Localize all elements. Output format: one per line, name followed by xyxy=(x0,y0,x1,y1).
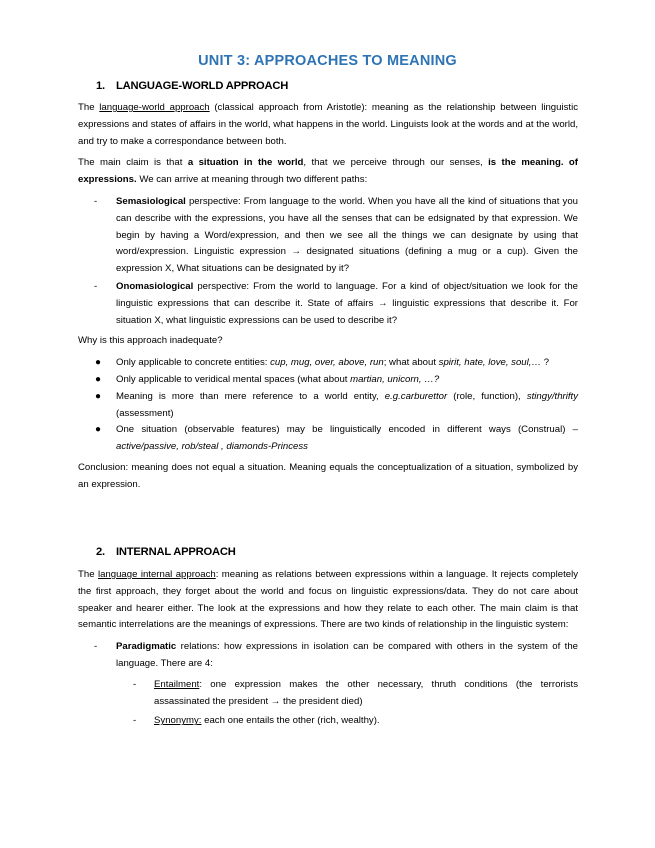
term-synonymy: Synonymy: xyxy=(154,715,202,727)
text-run: One situation (observable features) may be linguistically encoded in different ways (Construal) – xyxy=(116,424,578,436)
section-2-title: INTERNAL APPROACH xyxy=(116,546,236,558)
text-run: We can arrive at meaning through two different paths: xyxy=(136,174,368,186)
bold-run: is the meaning. of expressions. xyxy=(78,157,578,186)
section-1-title: LANGUAGE-WORLD APPROACH xyxy=(116,80,289,92)
perspectives-list xyxy=(78,194,578,329)
page-title: UNIT 3: APPROACHES TO MEANING xyxy=(198,53,457,69)
italic-run: stingy/thrifty xyxy=(526,390,578,402)
inadequacy-list xyxy=(78,355,578,456)
text-run: each one entails the other (rich, wealthy). xyxy=(201,715,380,727)
term-language-internal-approach: language internal approach xyxy=(97,569,216,580)
section-1-body xyxy=(78,100,578,499)
paragraph-language-world xyxy=(78,100,578,150)
text-run: The main claim is that xyxy=(78,157,188,169)
list-dash: - xyxy=(94,280,98,292)
section-1-heading xyxy=(96,80,288,92)
text-run: Only applicable to concrete entities: xyxy=(116,357,271,369)
list-item-onomasiological xyxy=(78,279,578,329)
italic-run: e.g.carburettor xyxy=(384,390,448,402)
text-run: perspective: From the world to language. For a kind of object/situation we look for the linguistic expressions that can describe it. State of affairs → linguistic expressions that describe it. For situation X, what linguistic expressions can be used to describe it? xyxy=(116,280,578,326)
list-item xyxy=(78,422,578,456)
section-2-number: 2. xyxy=(96,546,105,558)
text-run: Only applicable to veridical mental spaces (what about xyxy=(116,373,351,385)
list-dash: - xyxy=(94,641,98,653)
list-item xyxy=(78,355,578,372)
text-run: (classical approach from Aristotle): meaning as the relationship between linguistic expressions and states of affairs in the world, what happens in the world. Linguists look at the words and at the world, and try to make a correspondance between both. xyxy=(78,102,578,147)
italic-run: active/passive, rob/steal , diamonds-Princess xyxy=(116,441,308,453)
paradigmatic-sublist xyxy=(78,677,578,730)
question-inadequate: Why is this approach inadequate? xyxy=(78,335,223,347)
list-item-paradigmatic xyxy=(78,639,578,730)
bullet-icon: ● xyxy=(95,424,102,436)
term-onomasiological: Onomasiological xyxy=(116,280,194,292)
text-run: perspective: From language to the world. When you have all the kind of situations that you can describe with the expressions, you have all the senses that can be edsignated by that expression. We begin by having a Word/expression, and then we see all the things we can designate by using that word/expression. Linguistic expression → designated situations (defining a mug or a cup). Given the expression X, What situations can be designated by it? xyxy=(116,195,578,275)
text-run: ; what about xyxy=(383,357,439,369)
list-dash: - xyxy=(133,715,137,727)
bullet-icon: ● xyxy=(95,357,102,369)
bullet-icon: ● xyxy=(95,390,102,402)
term-semasiological: Semasiological xyxy=(116,195,186,207)
text-run: ? xyxy=(541,357,550,369)
text-run: : one expression makes the other necessary, thruth conditions (the terrorists assassinated the president → the president died) xyxy=(154,678,578,707)
section-2-heading xyxy=(96,546,236,558)
list-item-synonymy xyxy=(78,713,578,730)
italic-run: martian, unicorn, …? xyxy=(350,373,440,385)
italic-run: spirit, hate, love, soul,… xyxy=(438,357,542,369)
term-paradigmatic: Paradigmatic xyxy=(116,641,177,653)
bullet-icon: ● xyxy=(95,373,102,385)
term-entailment: Entailment xyxy=(154,678,200,690)
text-run: Meaning is more than mere reference to a world entity, xyxy=(116,390,385,402)
list-item-entailment xyxy=(78,677,578,711)
italic-run: cup, mug, over, above, run xyxy=(270,357,384,369)
text-run: , that we perceive through our senses, xyxy=(303,157,489,169)
text-run: relations: how expressions in isolation can be compared with others in the system of the language. There are 4: xyxy=(116,641,578,669)
section-2-body xyxy=(78,567,578,734)
text-run: The xyxy=(78,102,100,113)
text-run: The xyxy=(78,569,98,580)
list-item xyxy=(78,372,578,389)
text-run: : meaning as relations between expressions within a language. It rejects completely the first approach, they forget about the world and focus on linguistic expressions/data. They do not care about speaker and hearer either. The look at the expressions and how they relate to each other. The main claim is that semantic interrelations are the meanings of expressions. There are two kinds of relationship in the linguistic system: xyxy=(78,569,578,631)
section-1-number: 1. xyxy=(96,80,105,92)
text-run: (assessment) xyxy=(116,407,174,419)
paragraph-internal-approach xyxy=(78,567,578,634)
list-dash: - xyxy=(133,678,137,690)
list-dash: - xyxy=(94,195,98,207)
paragraph-main-claim xyxy=(78,155,578,189)
list-item-semasiological xyxy=(78,194,578,278)
list-item xyxy=(78,389,578,423)
text-run: (role, function), xyxy=(447,390,527,402)
bold-run: a situation in the world xyxy=(187,157,304,169)
term-language-world-approach: language-world approach xyxy=(99,102,210,113)
paragraph-conclusion: Conclusion: meaning does not equal a situation. Meaning equals the conceptualization of a situation, symbolized by an expression. xyxy=(78,461,578,490)
relations-list xyxy=(78,639,578,730)
